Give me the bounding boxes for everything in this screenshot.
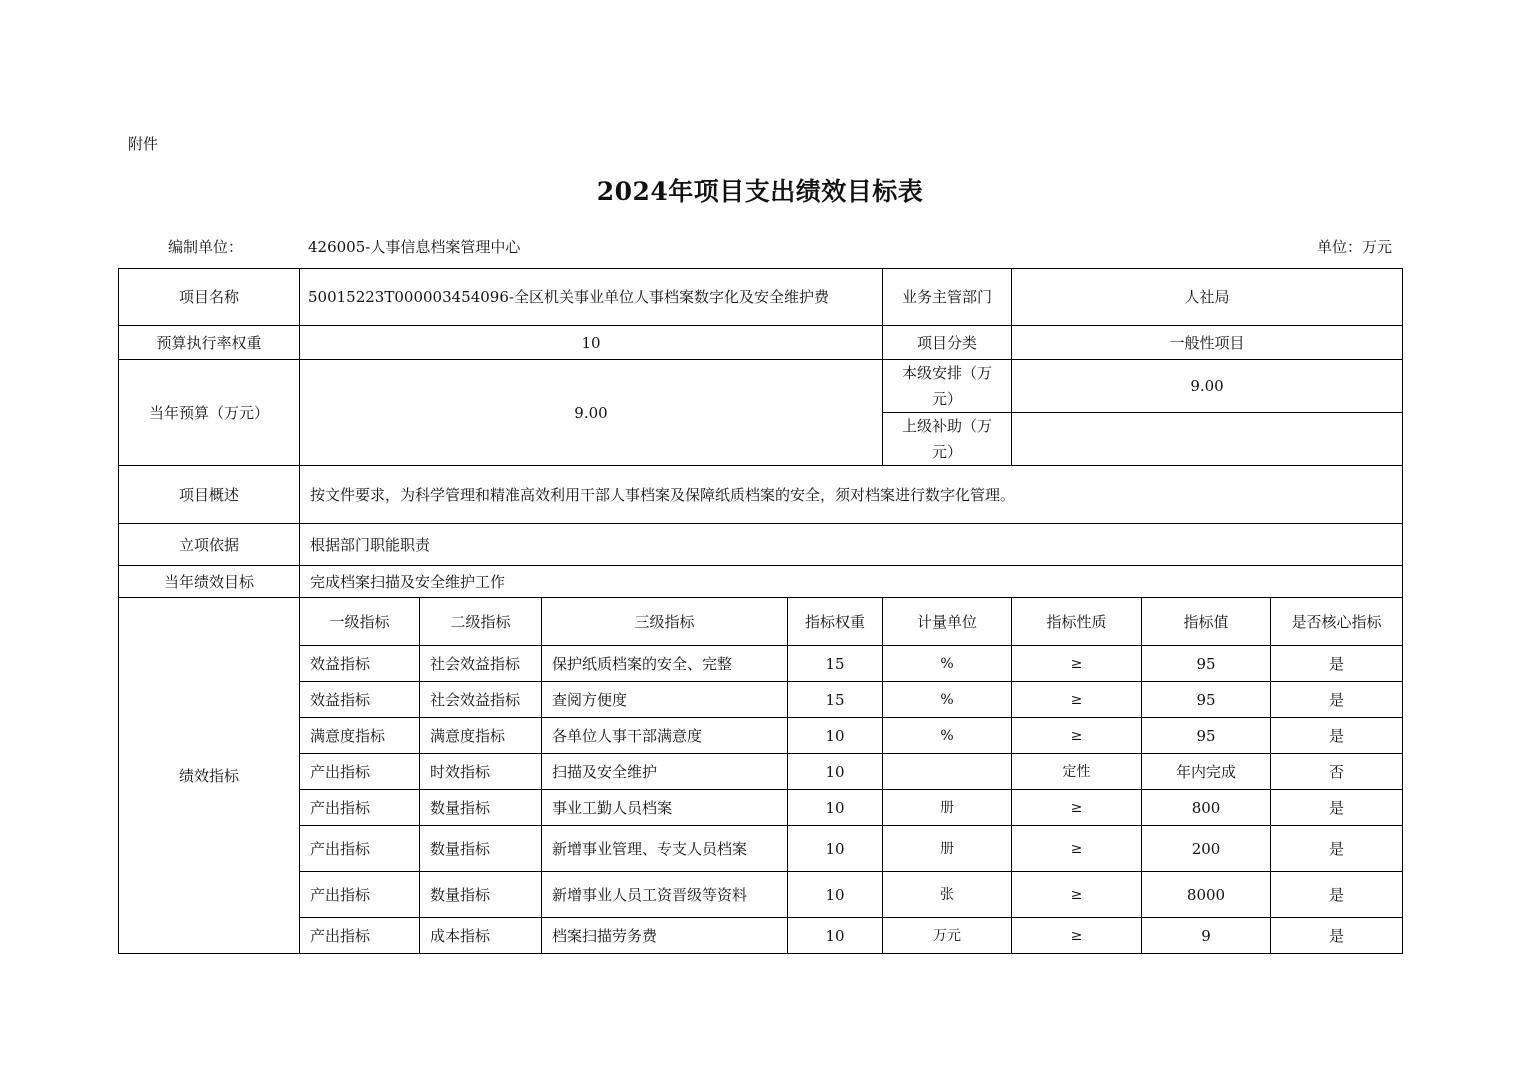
- indicator-cell: ≥: [1012, 682, 1142, 718]
- indicator-cell: 95: [1142, 646, 1271, 682]
- indicator-cell: 新增事业管理、专支人员档案: [542, 826, 788, 872]
- indicator-cell: %: [883, 682, 1012, 718]
- indicator-cell: 满意度指标: [420, 718, 542, 754]
- indicator-row: [119, 826, 1403, 872]
- indicator-cell: 时效指标: [420, 754, 542, 790]
- indicator-cell: 效益指标: [300, 646, 420, 682]
- basis-value: 根据部门职能职责: [300, 524, 1403, 566]
- indicator-section-label: 绩效指标: [119, 598, 300, 954]
- indicator-cell: 扫描及安全维护: [542, 754, 788, 790]
- exec-weight-label: 预算执行率权重: [119, 326, 300, 360]
- indicator-cell: 否: [1271, 754, 1403, 790]
- indicator-header-cell: 是否核心指标: [1271, 598, 1403, 646]
- indicator-cell: 产出指标: [300, 918, 420, 954]
- indicator-cell: 是: [1271, 790, 1403, 826]
- indicator-row: [119, 918, 1403, 954]
- unit-value: 426005-人事信息档案管理中心: [308, 238, 521, 256]
- indicator-cell: 册: [883, 826, 1012, 872]
- exec-weight-value: 10: [300, 326, 883, 360]
- indicator-cell: 成本指标: [420, 918, 542, 954]
- indicator-cell: 数量指标: [420, 872, 542, 918]
- budget-label: 当年预算（万元）: [119, 360, 300, 466]
- indicator-cell: ≥: [1012, 826, 1142, 872]
- indicator-cell: 数量指标: [420, 826, 542, 872]
- indicator-cell: 产出指标: [300, 826, 420, 872]
- indicator-header-cell: 二级指标: [420, 598, 542, 646]
- page-title: 2024年项目支出绩效目标表: [596, 177, 924, 206]
- indicator-cell: 保护纸质档案的安全、完整: [542, 646, 788, 682]
- indicator-cell: 各单位人事干部满意度: [542, 718, 788, 754]
- indicator-cell: 社会效益指标: [420, 646, 542, 682]
- indicator-cell: 万元: [883, 918, 1012, 954]
- overview-label: 项目概述: [119, 466, 300, 524]
- indicator-cell: 满意度指标: [300, 718, 420, 754]
- basis-label: 立项依据: [119, 524, 300, 566]
- indicator-row: [119, 646, 1403, 682]
- indicator-header-row: [119, 598, 1403, 646]
- indicator-row: [119, 790, 1403, 826]
- indicator-cell: 产出指标: [300, 790, 420, 826]
- indicator-cell: ≥: [1012, 718, 1142, 754]
- category-label: 项目分类: [883, 326, 1012, 360]
- indicator-header-cell: 一级指标: [300, 598, 420, 646]
- indicator-cell: 10: [788, 826, 883, 872]
- indicator-cell: 张: [883, 872, 1012, 918]
- indicator-cell: %: [883, 646, 1012, 682]
- overview-row: [119, 466, 1403, 524]
- dept-value: 人社局: [1012, 269, 1403, 326]
- indicator-cell: 8000: [1142, 872, 1271, 918]
- indicator-cell: 200: [1142, 826, 1271, 872]
- indicator-cell: 事业工勤人员档案: [542, 790, 788, 826]
- indicator-row: [119, 754, 1403, 790]
- indicator-cell: 800: [1142, 790, 1271, 826]
- indicator-cell: 10: [788, 918, 883, 954]
- basis-row: [119, 524, 1403, 566]
- indicator-cell: ≥: [1012, 646, 1142, 682]
- indicator-cell: 10: [788, 718, 883, 754]
- indicator-cell: 数量指标: [420, 790, 542, 826]
- indicator-cell: [883, 754, 1012, 790]
- indicator-cell: 15: [788, 646, 883, 682]
- indicator-cell: 定性: [1012, 754, 1142, 790]
- indicator-cell: 新增事业人员工资晋级等资料: [542, 872, 788, 918]
- budget-row: [119, 360, 1403, 413]
- attachment-label: 附件: [128, 135, 159, 153]
- indicator-cell: 10: [788, 790, 883, 826]
- goal-label: 当年绩效目标: [119, 566, 300, 598]
- indicator-cell: 9: [1142, 918, 1271, 954]
- indicator-cell: %: [883, 718, 1012, 754]
- indicator-row: [119, 718, 1403, 754]
- indicator-row: [119, 682, 1403, 718]
- indicator-cell: 产出指标: [300, 754, 420, 790]
- unit-label: 编制单位：: [168, 238, 244, 256]
- indicator-cell: 年内完成: [1142, 754, 1271, 790]
- indicator-cell: ≥: [1012, 790, 1142, 826]
- indicator-header-cell: 计量单位: [883, 598, 1012, 646]
- indicator-header-cell: 三级指标: [542, 598, 788, 646]
- budget-value: 9.00: [300, 360, 883, 466]
- indicator-cell: 15: [788, 682, 883, 718]
- indicator-cell: ≥: [1012, 918, 1142, 954]
- indicator-row: [119, 872, 1403, 918]
- local-value: 9.00: [1012, 360, 1403, 413]
- indicator-header-cell: 指标性质: [1012, 598, 1142, 646]
- indicator-cell: 册: [883, 790, 1012, 826]
- currency-note: 单位：万元: [1316, 238, 1392, 256]
- indicator-cell: 是: [1271, 646, 1403, 682]
- upper-value: [1012, 413, 1403, 466]
- indicator-cell: 是: [1271, 718, 1403, 754]
- exec-weight-row: [119, 326, 1403, 360]
- indicator-cell: 10: [788, 872, 883, 918]
- project-name-row: [119, 269, 1403, 326]
- goal-row: [119, 566, 1403, 598]
- project-name-label: 项目名称: [119, 269, 300, 326]
- indicator-cell: 档案扫描劳务费: [542, 918, 788, 954]
- performance-table: [118, 268, 1403, 954]
- goal-value: 完成档案扫描及安全维护工作: [300, 566, 1403, 598]
- indicator-cell: 查阅方便度: [542, 682, 788, 718]
- indicator-cell: 10: [788, 754, 883, 790]
- indicator-cell: ≥: [1012, 872, 1142, 918]
- indicator-cell: 是: [1271, 682, 1403, 718]
- indicator-cell: 95: [1142, 718, 1271, 754]
- indicator-cell: 效益指标: [300, 682, 420, 718]
- indicator-cell: 产出指标: [300, 872, 420, 918]
- upper-label: 上级补助（万元）: [883, 413, 1012, 466]
- indicator-header-cell: 指标值: [1142, 598, 1271, 646]
- indicator-cell: 95: [1142, 682, 1271, 718]
- indicator-header-cell: 指标权重: [788, 598, 883, 646]
- indicator-cell: 是: [1271, 826, 1403, 872]
- indicator-cell: 社会效益指标: [420, 682, 542, 718]
- local-label: 本级安排（万元）: [883, 360, 1012, 413]
- category-value: 一般性项目: [1012, 326, 1403, 360]
- indicator-cell: 是: [1271, 918, 1403, 954]
- indicator-cell: 是: [1271, 872, 1403, 918]
- dept-label: 业务主管部门: [883, 269, 1012, 326]
- overview-value: 按文件要求，为科学管理和精准高效利用干部人事档案及保障纸质档案的安全，须对档案进行数字化管理。: [300, 466, 1403, 524]
- project-name-value: 50015223T000003454096-全区机关事业单位人事档案数字化及安全维护费: [300, 269, 883, 326]
